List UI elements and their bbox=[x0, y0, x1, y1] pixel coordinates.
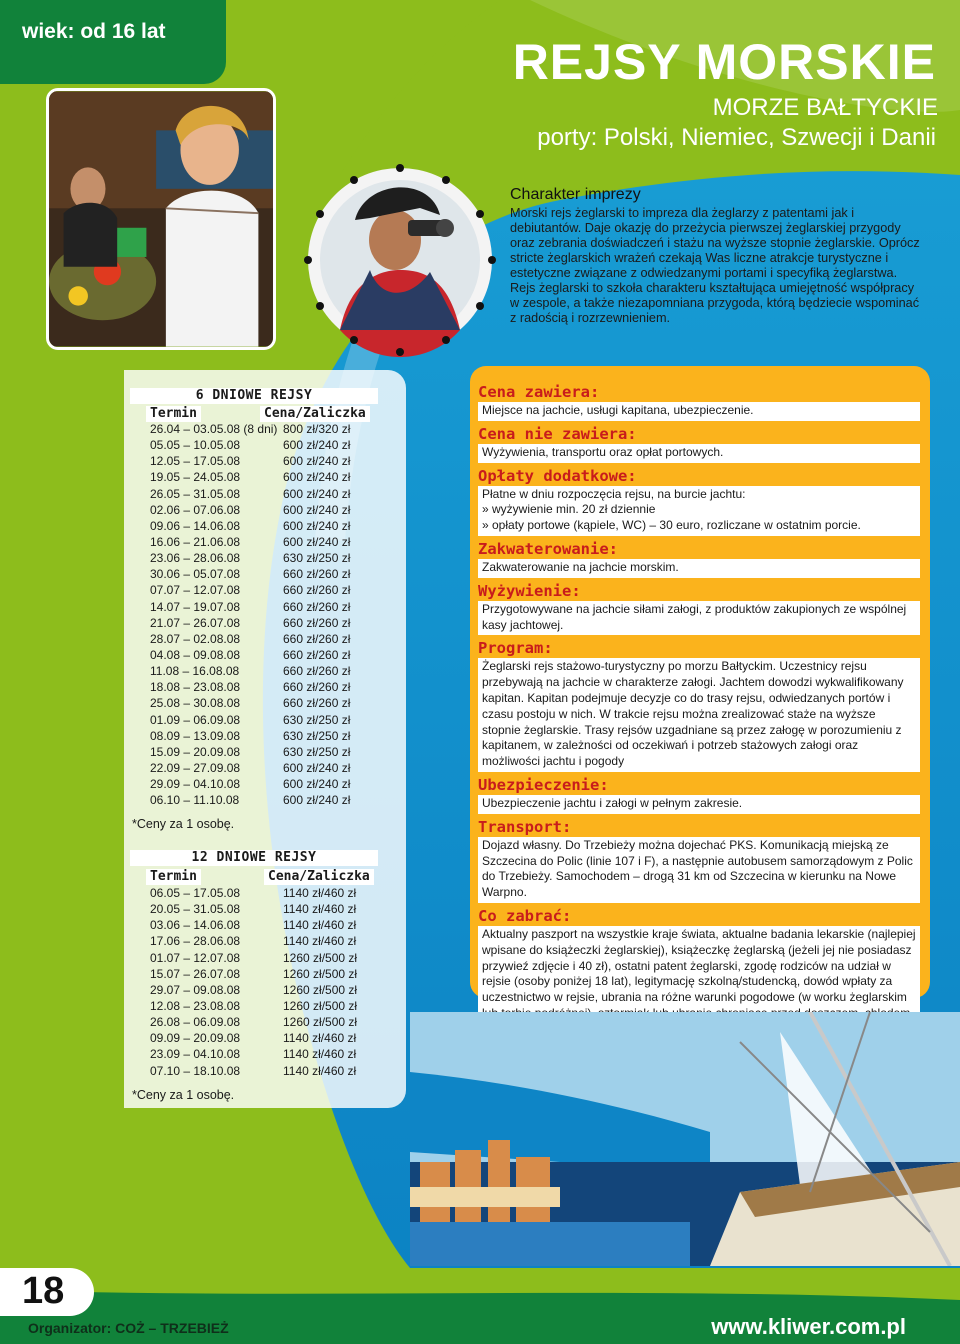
schedule-row bbox=[150, 453, 350, 469]
term-dates: 02.06 – 07.06.08 bbox=[150, 502, 241, 517]
trip-info-box bbox=[470, 366, 930, 1005]
info-line: » wyżywienie min. 20 zł dziennie bbox=[482, 502, 656, 517]
term-dates: 28.07 – 02.08.08 bbox=[150, 631, 241, 646]
term-price: 630 zł/250 zł bbox=[283, 728, 351, 743]
term-dates: 16.06 – 21.06.08 bbox=[150, 534, 241, 549]
schedule-row bbox=[150, 712, 350, 728]
ports-line: porty: Polski, Niemiec, Szwecji i Danii bbox=[537, 124, 936, 151]
term-price: 600 zł/240 zł bbox=[283, 518, 351, 533]
term-price: 800 zł/320 zł bbox=[283, 422, 351, 436]
term-price: 630 zł/250 zł bbox=[283, 744, 351, 759]
description-text: Morski rejs żeglarski to impreza dla żeglarzy z patentami jak i debiutantów. Daje okazję do przeżycia pierwszej żeglarskiej przygody oraz zebrania doświadczeń i stażu na wyższe stopnie żeglarskie. Oprócz stricte żeglarskich wrażeń czekają Was liczne atrakcje turystyczne i estetyczne związane z odwiedzanymi portami i specyfiką żeglarstwa. Rejs żeglarski to szkoła charakteru kształtująca umiejętność współpracy w zespole, a także niezapomniana przygoda, którą będziecie wspominać z radością i rozrzewnieniem. bbox=[510, 206, 920, 325]
schedule-row bbox=[150, 502, 350, 518]
term-dates: 26.05 – 31.05.08 bbox=[150, 486, 241, 501]
info-section bbox=[478, 581, 922, 636]
term-price: 600 zł/240 zł bbox=[283, 454, 351, 469]
term-dates: 03.06 – 14.06.08 bbox=[150, 918, 241, 933]
info-section-heading: Wyżywienie: bbox=[478, 581, 581, 600]
schedule-row bbox=[150, 776, 350, 792]
term-dates: 01.07 – 12.07.08 bbox=[150, 950, 241, 965]
term-dates: 29.09 – 04.10.08 bbox=[150, 777, 241, 792]
schedule-row bbox=[150, 518, 350, 534]
term-price: 1260 zł/500 zł bbox=[283, 998, 358, 1013]
info-line: » opłaty portowe (kąpiele, WC) – 30 euro, rozliczane w ostatnim porcie. bbox=[482, 518, 861, 533]
term-dates: 26.04 – 03.05.08 (8 dni) bbox=[150, 422, 278, 436]
page-number: 18 bbox=[0, 1268, 94, 1316]
schedule-row bbox=[150, 760, 350, 776]
info-section-body: Żeglarski rejs stażowo-turystyczny po morzu Bałtyckim. Uczestnicy rejsu przebywają na jachcie w charakterze załogi. Jachtem dowodzi wykwalifikowany kapitan. Kapitan podejmuje decyzje co do trasy rejsu, odwiedzanych portów i czasu postoju w nich. W trakcie rejsu można zrealizować staże na wyższe stopnie żeglarskie. Trasy rejsów uzgadniane są przez załogę w porozumieniu z kapitanem, w zależności od oczekiwań i potrzeb stażowych załogi oraz możliwości jachtu i pogody bbox=[478, 658, 920, 772]
schedule-row bbox=[150, 950, 357, 966]
info-section-body: Dojazd własny. Do Trzebieży można dojechać PKS. Komunikacją miejską ze Szczecina do Polic (linie 107 i F), a następnie autobusem samorządowym z Polic do Trzebieży. Samochodem – drogą 31 km od Szczecina w kierunku na Nowe Warpno. bbox=[478, 837, 920, 903]
term-price: 660 zł/260 zł bbox=[283, 599, 351, 614]
schedule-6-col-term: Termin bbox=[146, 406, 201, 422]
info-section-heading: Cena zawiera: bbox=[478, 383, 600, 401]
term-price: 1140 zł/460 zł bbox=[283, 1047, 357, 1062]
term-price: 600 zł/240 zł bbox=[283, 760, 351, 775]
term-dates: 23.06 – 28.06.08 bbox=[150, 551, 241, 566]
age-label: wiek: od 16 lat bbox=[0, 0, 226, 84]
info-section bbox=[478, 424, 922, 463]
schedule-row bbox=[150, 486, 350, 502]
term-price: 600 zł/240 zł bbox=[283, 777, 351, 792]
info-section-heading: Program: bbox=[478, 639, 553, 658]
term-price: 660 zł/260 zł bbox=[283, 615, 351, 630]
description-heading: Charakter imprezy bbox=[510, 186, 641, 203]
schedule-12-title: 12 DNIOWE REJSY bbox=[130, 850, 378, 866]
harbor-photo bbox=[410, 1012, 960, 1266]
term-price: 1140 zł/460 zł bbox=[283, 934, 357, 949]
term-dates: 09.09 – 20.09.08 bbox=[150, 1031, 241, 1046]
schedule-row bbox=[150, 469, 350, 485]
term-dates: 18.08 – 23.08.08 bbox=[150, 680, 241, 695]
term-price: 1140 zł/460 zł bbox=[283, 886, 357, 900]
term-dates: 14.07 – 19.07.08 bbox=[150, 599, 241, 614]
term-price: 1260 zł/500 zł bbox=[283, 966, 358, 981]
term-price: 660 zł/260 zł bbox=[283, 680, 351, 695]
schedule-row bbox=[150, 728, 350, 744]
schedule-row bbox=[150, 599, 350, 615]
term-dates: 29.07 – 09.08.08 bbox=[150, 982, 241, 997]
schedule-12-rows bbox=[150, 885, 357, 1079]
schedule-row bbox=[150, 663, 350, 679]
term-price: 660 zł/260 zł bbox=[283, 696, 351, 711]
term-dates: 05.05 – 10.05.08 bbox=[150, 438, 241, 453]
term-price: 1140 zł/460 zł bbox=[283, 902, 357, 917]
crew-photo bbox=[46, 88, 276, 350]
term-price: 660 zł/260 zł bbox=[283, 631, 351, 646]
schedule-row bbox=[150, 933, 357, 949]
term-price: 600 zł/240 zł bbox=[283, 502, 351, 517]
schedule-row bbox=[150, 679, 350, 695]
term-dates: 01.09 – 06.09.08 bbox=[150, 712, 241, 727]
term-dates: 07.07 – 12.07.08 bbox=[150, 583, 241, 598]
info-section-body: Miejsce na jachcie, usługi kapitana, ubezpieczenie. bbox=[478, 402, 920, 421]
info-section bbox=[478, 817, 922, 903]
info-section-body bbox=[478, 486, 920, 536]
term-dates: 06.10 – 11.10.08 bbox=[150, 793, 240, 808]
term-price: 600 zł/240 zł bbox=[283, 486, 351, 501]
schedule-row bbox=[150, 647, 350, 663]
term-price: 660 zł/260 zł bbox=[283, 567, 351, 582]
term-dates: 26.08 – 06.09.08 bbox=[150, 1015, 241, 1030]
term-dates: 25.08 – 30.08.08 bbox=[150, 696, 241, 711]
schedule-row bbox=[150, 631, 350, 647]
term-price: 1140 zł/460 zł bbox=[283, 918, 357, 933]
info-section-heading: Cena nie zawiera: bbox=[478, 424, 637, 443]
schedule-row bbox=[150, 1030, 357, 1046]
info-section bbox=[478, 382, 922, 421]
schedule-row bbox=[150, 982, 357, 998]
info-section-heading: Ubezpieczenie: bbox=[478, 775, 609, 794]
term-dates: 11.08 – 16.08.08 bbox=[150, 664, 240, 679]
info-section-heading: Transport: bbox=[478, 817, 572, 836]
term-price: 1260 zł/500 zł bbox=[283, 1015, 358, 1030]
info-section-heading: Co zabrać: bbox=[478, 906, 572, 925]
schedule-row bbox=[150, 534, 350, 550]
info-section bbox=[478, 466, 922, 536]
term-dates: 04.08 – 09.08.08 bbox=[150, 647, 241, 662]
schedule-row bbox=[150, 421, 350, 437]
term-price: 600 zł/240 zł bbox=[283, 534, 351, 549]
porthole-photo bbox=[300, 160, 500, 360]
term-dates: 19.05 – 24.05.08 bbox=[150, 470, 241, 485]
schedule-row bbox=[150, 901, 357, 917]
term-price: 600 zł/240 zł bbox=[283, 470, 351, 485]
term-price: 630 zł/250 zł bbox=[283, 712, 351, 727]
term-dates: 30.06 – 05.07.08 bbox=[150, 567, 241, 582]
term-dates: 12.05 – 17.05.08 bbox=[150, 454, 241, 469]
info-section-body: Ubezpieczenie jachtu i załogi w pełnym zakresie. bbox=[478, 795, 920, 814]
info-section bbox=[478, 775, 922, 814]
schedule-row bbox=[150, 582, 350, 598]
term-dates: 22.09 – 27.09.08 bbox=[150, 760, 241, 775]
term-dates: 21.07 – 26.07.08 bbox=[150, 615, 241, 630]
page-title: REJSY MORSKIE bbox=[512, 34, 936, 90]
schedule-6-note: *Ceny za 1 osobę. bbox=[132, 817, 235, 831]
schedule-row bbox=[150, 1046, 357, 1062]
info-section bbox=[478, 539, 922, 578]
schedule-row bbox=[150, 695, 350, 711]
info-section bbox=[478, 638, 922, 772]
term-dates: 17.06 – 28.06.08 bbox=[150, 934, 241, 949]
term-price: 660 zł/260 zł bbox=[283, 647, 351, 662]
schedule-6-title: 6 DNIOWE REJSY bbox=[130, 388, 378, 404]
info-section-body: Aktualny paszport na wszystkie kraje świata, aktualne badania lekarskie (najlepiej wpisane do książeczki żeglarskiej), książeczkę żeglarską (jeżeli jej nie posiadasz przywieź zdjęcie i 40 zł), ostatni patent żeglarski, zgodę rodziców na udział w rejsie (osoby poniżej 18 lat), legitymację szkolną/studencką, dowód wpłaty za uczestnictwo w rejsie, ubrania na różne warunki pogodowe (w worku żeglarskim bbox=[478, 926, 920, 1040]
term-dates: 20.05 – 31.05.08 bbox=[150, 902, 241, 917]
term-dates: 15.09 – 20.09.08 bbox=[150, 744, 241, 759]
schedule-12-col-term: Termin bbox=[146, 869, 201, 885]
term-price: 1260 zł/500 zł bbox=[283, 950, 358, 965]
term-dates: 09.06 – 14.06.08 bbox=[150, 518, 241, 533]
page-subtitle: MORZE BAŁTYCKIE bbox=[712, 94, 938, 121]
schedule-row bbox=[150, 792, 350, 808]
term-price: 630 zł/250 zł bbox=[283, 551, 351, 566]
website-link[interactable]: www.kliwer.com.pl bbox=[711, 1314, 906, 1339]
schedule-12-col-price: Cena/Zaliczka bbox=[264, 869, 374, 885]
info-section-body: Przygotowywane na jachcie siłami załogi, z produktów zakupionych ze wspólnej kasy jachtowej. bbox=[478, 601, 920, 636]
schedule-row bbox=[150, 615, 350, 631]
term-dates: 15.07 – 26.07.08 bbox=[150, 966, 241, 981]
term-price: 660 zł/260 zł bbox=[283, 664, 351, 679]
schedule-row bbox=[150, 966, 357, 982]
term-price: 1140 zł/460 zł bbox=[283, 1031, 357, 1046]
schedule-row bbox=[150, 744, 350, 760]
event-description bbox=[510, 186, 920, 326]
schedule-row bbox=[150, 917, 357, 933]
term-dates: 07.10 – 18.10.08 bbox=[150, 1063, 241, 1078]
schedule-row bbox=[150, 998, 357, 1014]
organizer-label: Organizator: COŻ – TRZEBIEŻ bbox=[28, 1320, 229, 1336]
schedule-6-col-price: Cena/Zaliczka bbox=[260, 406, 370, 422]
schedule-row bbox=[150, 437, 350, 453]
schedule-row bbox=[150, 885, 357, 901]
term-dates: 23.09 – 04.10.08 bbox=[150, 1047, 241, 1062]
schedule-6-rows bbox=[150, 421, 350, 808]
schedule-row bbox=[150, 566, 350, 582]
info-line: Płatne w dniu rozpoczęcia rejsu, na burcie jachtu: bbox=[482, 486, 746, 501]
term-price: 1260 zł/500 zł bbox=[283, 982, 358, 997]
term-price: 600 zł/240 zł bbox=[283, 793, 351, 808]
info-section-heading: Zakwaterowanie: bbox=[478, 539, 618, 558]
info-section-body: Wyżywienia, transportu oraz opłat portowych. bbox=[478, 444, 920, 463]
term-dates: 06.05 – 17.05.08 bbox=[150, 886, 241, 900]
term-dates: 12.08 – 23.08.08 bbox=[150, 998, 241, 1013]
info-section-heading: Opłaty dodatkowe: bbox=[478, 466, 637, 485]
schedule-row bbox=[150, 1014, 357, 1030]
term-dates: 08.09 – 13.09.08 bbox=[150, 728, 241, 743]
schedule-12-note: *Ceny za 1 osobę. bbox=[132, 1088, 235, 1102]
term-price: 600 zł/240 zł bbox=[283, 438, 351, 453]
info-section-body: Zakwaterowanie na jachcie morskim. bbox=[478, 559, 920, 578]
schedule-row bbox=[150, 1063, 357, 1079]
term-price: 660 zł/260 zł bbox=[283, 583, 351, 598]
schedule-row bbox=[150, 550, 350, 566]
term-price: 1140 zł/460 zł bbox=[283, 1063, 357, 1078]
